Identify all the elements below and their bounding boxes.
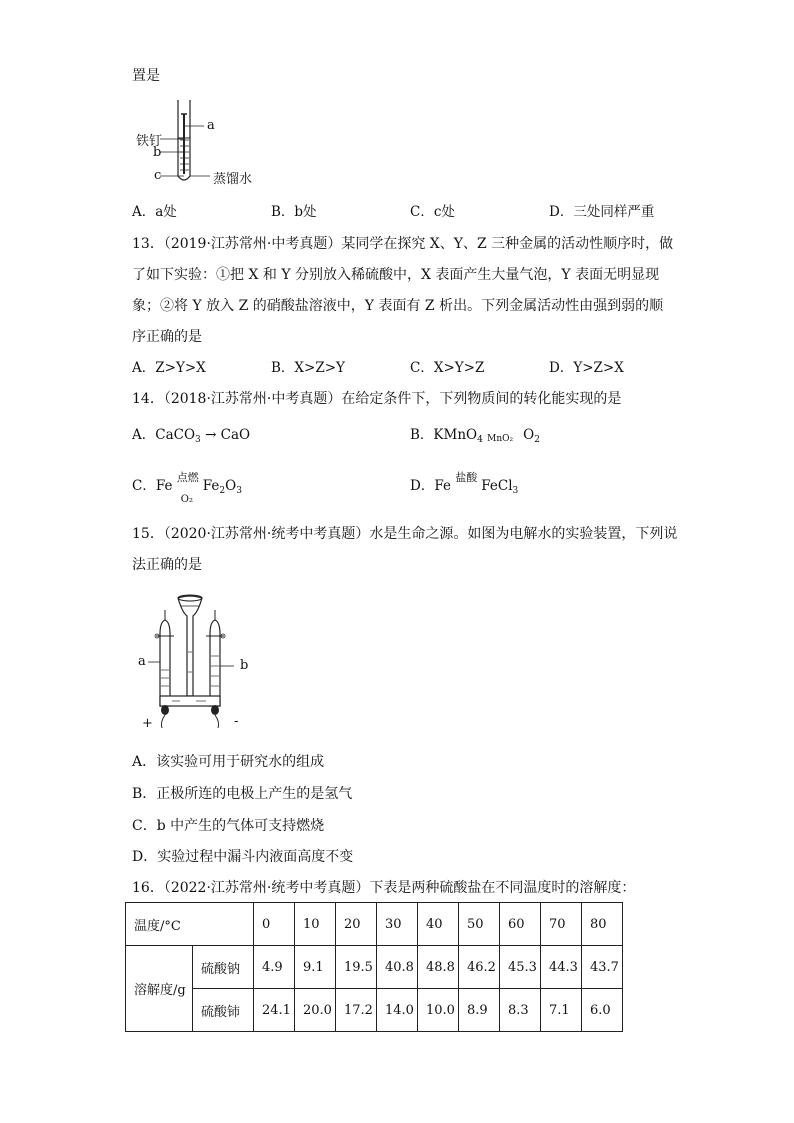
- table-row: [126, 989, 623, 1032]
- temp-cell: 20: [336, 903, 377, 946]
- q14-d-right: FeCl: [481, 478, 513, 494]
- q14-c-left: Fe: [155, 478, 173, 494]
- q14-d-cond: 盐酸: [455, 470, 478, 484]
- q15-option-d: D．实验过程中漏斗内液面高度不变: [132, 849, 354, 865]
- q14-c-rsub1: 2: [219, 486, 226, 496]
- q14-d-label: D．: [410, 478, 435, 494]
- temp-cell: 30: [377, 903, 418, 946]
- q14-option-d: [410, 470, 519, 501]
- q15-option-a: A．该实验可用于研究水的组成: [132, 754, 325, 770]
- q12-stem-tail: 置是: [132, 68, 160, 84]
- q15-stem-line-1: 15．（2020·江苏常州·统考中考真题）水是生命之源。如图为电解水的实验装置，下列说: [132, 526, 678, 542]
- q15-stem-line-2: 法正确的是: [132, 557, 202, 573]
- table-row: [126, 946, 623, 989]
- value-cell: 44.3: [541, 946, 582, 989]
- q14-b-right: O: [523, 427, 535, 443]
- solubility-group-label: 溶解度/g: [126, 946, 193, 1032]
- salt-name: 硫酸钠: [193, 946, 254, 989]
- value-cell: 40.8: [377, 946, 418, 989]
- value-cell: 46.2: [459, 946, 500, 989]
- q14-b-label: B．: [410, 427, 434, 443]
- q12-option-a: A．a处: [132, 204, 177, 220]
- q14-b-sub: 4: [477, 435, 483, 445]
- q14-option-a: [132, 425, 250, 450]
- electrolysis-label-a: a: [138, 654, 146, 669]
- value-cell: 24.1: [254, 989, 295, 1032]
- q15-option-b: B．正极所连的电极上产生的是氢气: [132, 786, 353, 802]
- q13-option-c: C．X>Y>Z: [410, 360, 485, 376]
- q12-option-c: C．c处: [410, 204, 455, 220]
- q14-a-label: A．: [132, 427, 156, 443]
- q14-b-left: KMnO: [433, 427, 478, 443]
- nail-label: 铁钉: [136, 134, 163, 149]
- value-cell: 17.2: [336, 989, 377, 1032]
- q14-stem: 14．（2018·江苏常州·中考真题）在给定条件下，下列物质间的转化能实现的是: [132, 391, 622, 407]
- temp-header: 温度/°C: [126, 903, 254, 946]
- value-cell: 7.1: [541, 989, 582, 1032]
- q12-option-d: D．三处同样严重: [549, 204, 655, 220]
- value-cell: 48.8: [418, 946, 459, 989]
- value-cell: 19.5: [336, 946, 377, 989]
- value-cell: 14.0: [377, 989, 418, 1032]
- temp-cell: 50: [459, 903, 500, 946]
- q15-option-c: C．b 中产生的气体可支持燃烧: [132, 818, 325, 834]
- q14-d-left: Fe: [434, 478, 451, 494]
- electrolysis-figure: [136, 592, 256, 732]
- label-b: b: [153, 145, 162, 160]
- value-cell: 10.0: [418, 989, 459, 1032]
- q13-stem-line-4: 序正确的是: [132, 329, 202, 345]
- salt-name: 硫酸铈: [193, 989, 254, 1032]
- value-cell: 4.9: [254, 946, 295, 989]
- water-label: 蒸馏水: [213, 172, 253, 187]
- q16-stem: 16．（2022·江苏常州·统考中考真题）下表是两种硫酸盐在不同温度时的溶解度：: [132, 880, 636, 896]
- q14-a-left: CaCO: [155, 427, 196, 443]
- value-cell: 20.0: [295, 989, 336, 1032]
- q14-d-rsub: 3: [512, 486, 519, 496]
- q13-option-b: B．X>Z>Y: [271, 360, 345, 376]
- q14-c-cond-bottom: O₂: [180, 493, 193, 505]
- electrolysis-label-b: b: [240, 658, 249, 673]
- electrolysis-plus: +: [142, 716, 153, 731]
- temp-cell: 0: [254, 903, 295, 946]
- table-row: [126, 903, 623, 946]
- q14-option-c: [132, 470, 242, 505]
- q14-a-sub: 3: [195, 435, 201, 445]
- q14-c-rsub2: 3: [236, 486, 242, 496]
- q14-option-b: [410, 425, 540, 450]
- temp-cell: 70: [541, 903, 582, 946]
- q13-stem-line-2: 了如下实验：①把 X 和 Y 分别放入稀硫酸中，X 表面产生大量气泡，Y 表面无明显现: [132, 267, 660, 283]
- solubility-table: [125, 902, 623, 1032]
- label-a: a: [207, 118, 215, 133]
- value-cell: 8.3: [500, 989, 541, 1032]
- value-cell: 45.3: [500, 946, 541, 989]
- q12-option-b: B．b处: [271, 204, 317, 220]
- q14-b-cond: MnO₂: [487, 434, 514, 444]
- q14-c-cond-top: 点燃: [176, 470, 199, 484]
- temp-cell: 60: [500, 903, 541, 946]
- q14-c-right2: O: [225, 478, 237, 494]
- label-c: c: [154, 168, 162, 183]
- q14-b-rsub: 2: [534, 435, 540, 445]
- q14-a-arrow: →: [205, 427, 217, 443]
- q14-c-label: C．: [132, 478, 156, 494]
- q14-c-right: Fe: [202, 478, 220, 494]
- temp-cell: 80: [582, 903, 623, 946]
- value-cell: 8.9: [459, 989, 500, 1032]
- value-cell: 6.0: [582, 989, 623, 1032]
- q14-a-right: CaO: [220, 427, 251, 443]
- q13-option-a: A．Z>Y>X: [132, 360, 206, 376]
- value-cell: 9.1: [295, 946, 336, 989]
- value-cell: 43.7: [582, 946, 623, 989]
- q13-stem-line-3: 象；②将 Y 放入 Z 的硝酸盐溶液中，Y 表面有 Z 析出。下列金属活动性由强到弱的顺: [132, 298, 664, 314]
- temp-cell: 40: [418, 903, 459, 946]
- electrolysis-minus: -: [234, 714, 239, 729]
- temp-cell: 10: [295, 903, 336, 946]
- q13-option-d: D．Y>Z>X: [549, 360, 624, 376]
- q13-stem-line-1: 13．（2019·江苏常州·中考真题）某同学在探究 X、Y、Z 三种金属的活动性顺序时，做: [132, 236, 674, 252]
